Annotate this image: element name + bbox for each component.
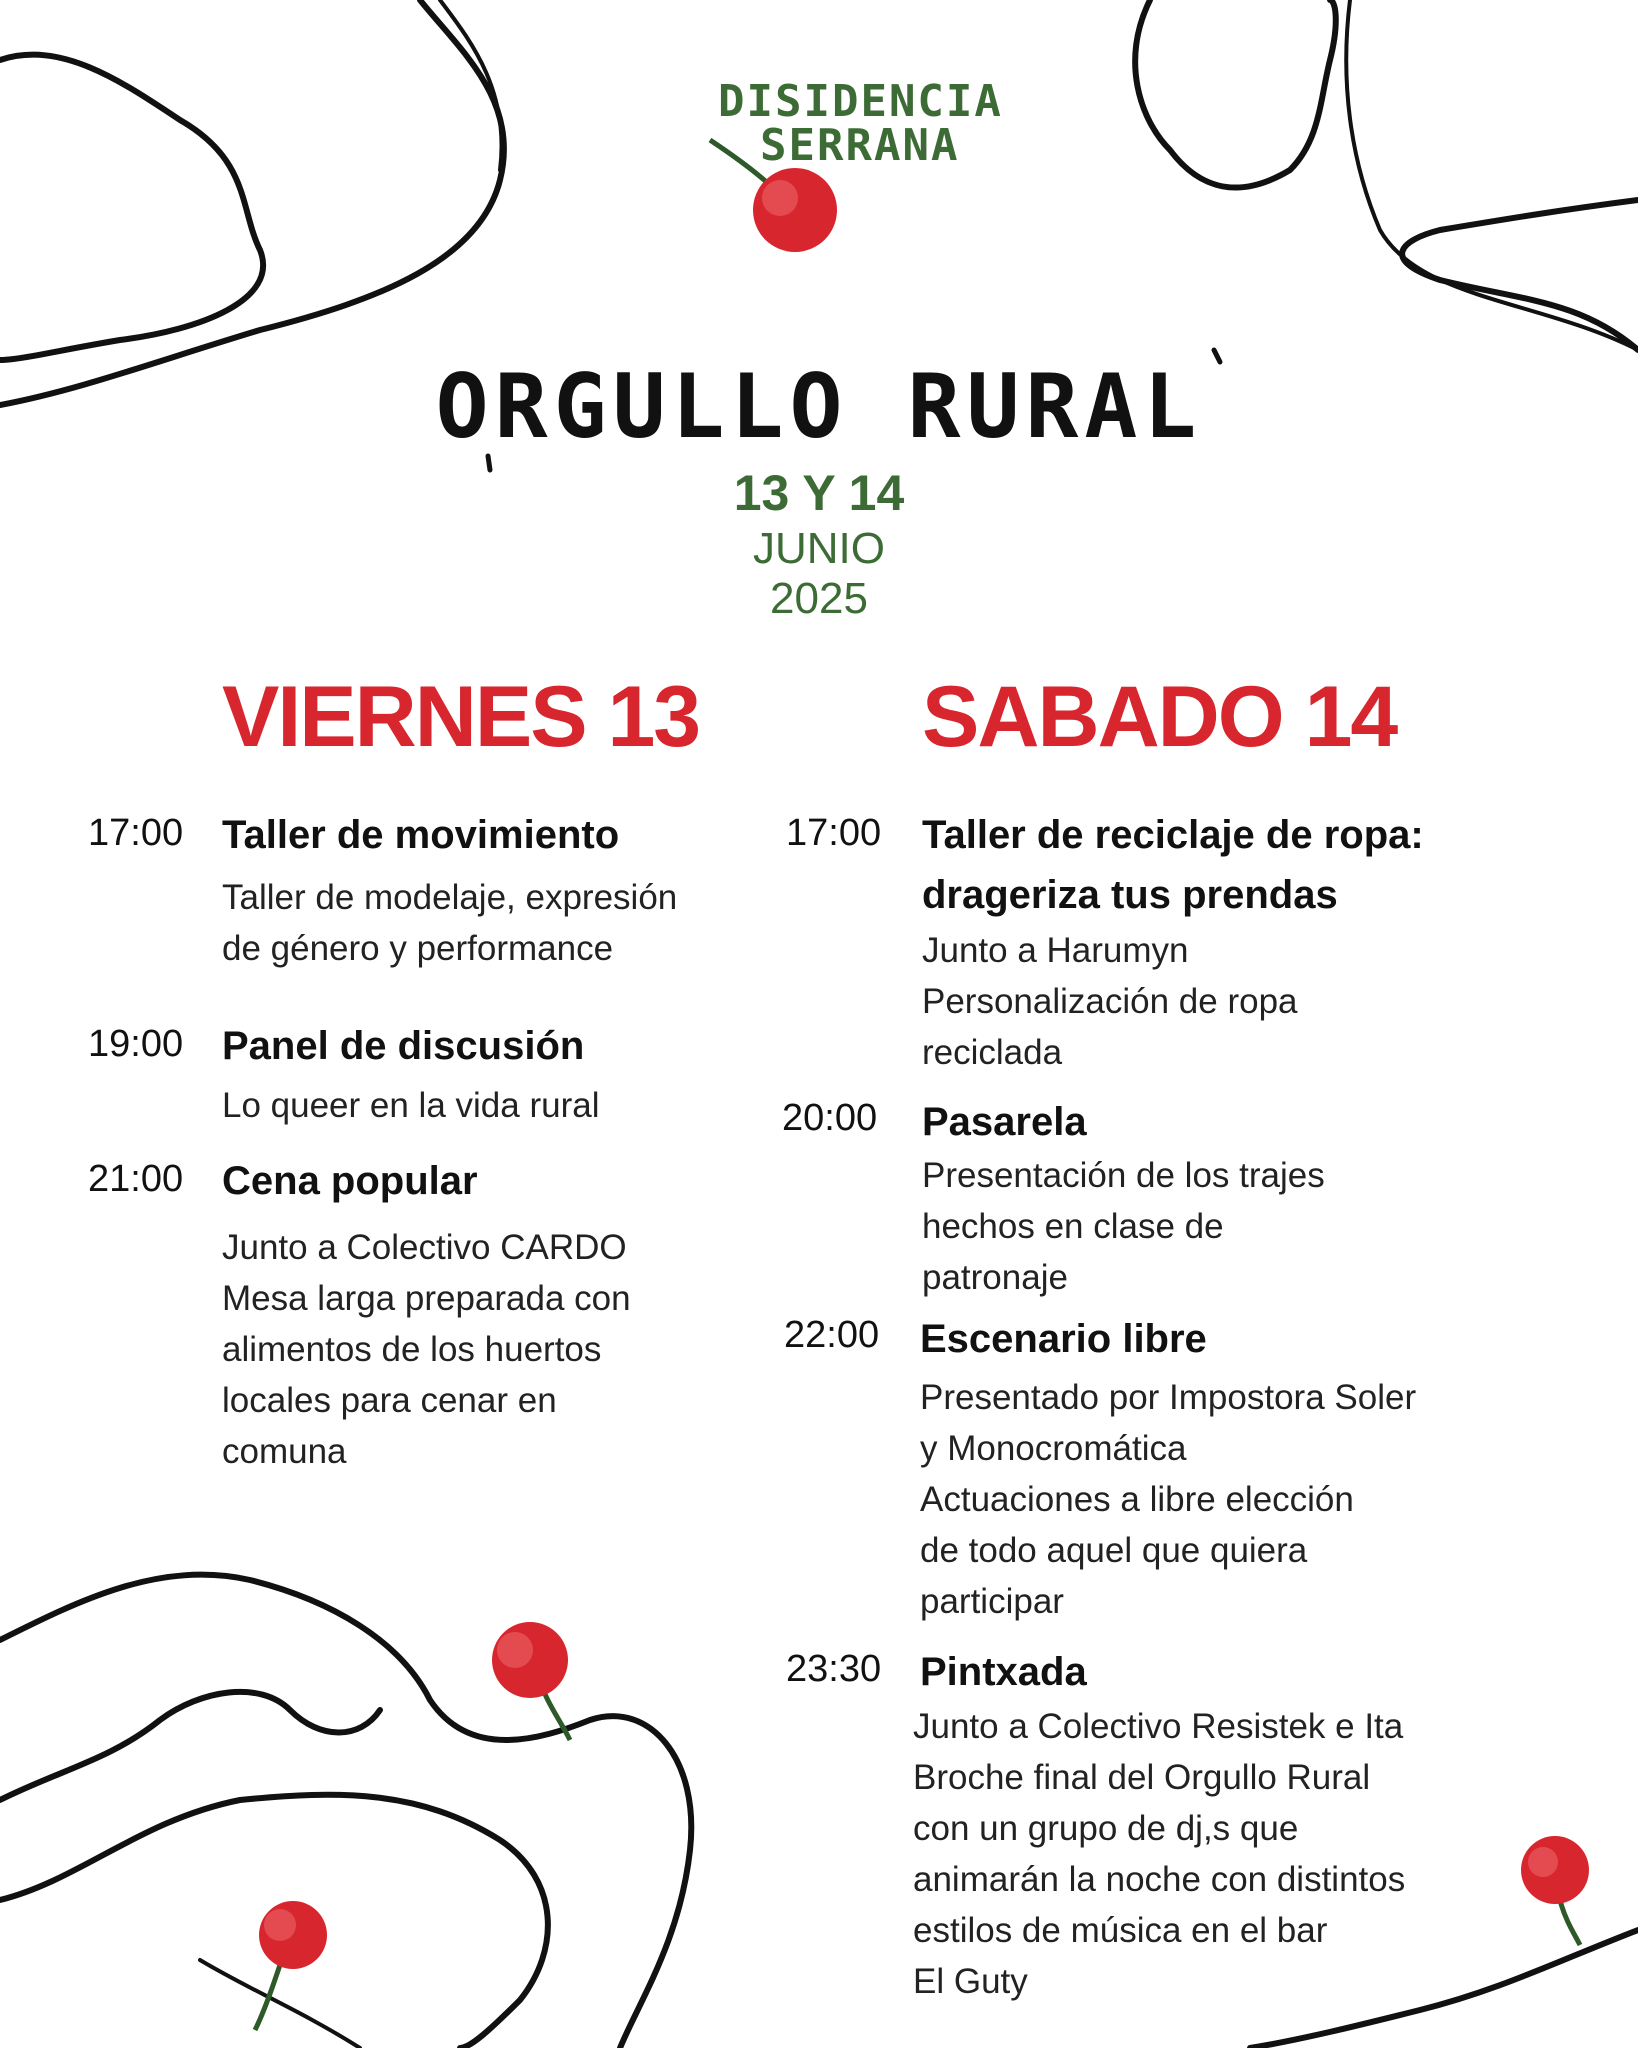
desc-line: y Monocromática [920,1429,1187,1468]
desc-line: con un grupo de dj,s que [913,1809,1299,1848]
saturday-event-2-desc [922,1150,1325,1303]
desc-line: hechos en clase de [922,1207,1224,1246]
brand-logo [700,70,1003,270]
carnation-flower-3 [1521,1836,1589,1945]
friday-event-3-title: Cena popular [222,1159,478,1203]
friday-event-1-title: Taller de movimiento [222,813,620,857]
saturday-event-2-title: Pasarela [922,1100,1087,1144]
desc-line: alimentos de los huertos [222,1330,602,1369]
friday-event-1-desc [222,872,677,974]
desc-line: Junto a Colectivo CARDO [222,1228,627,1267]
desc-line: animarán la noche con distintos [913,1860,1406,1899]
saturday-event-1-time: 17:00 [786,812,882,854]
saturday-event-3-title: Escenario libre [920,1317,1207,1361]
desc-line: El Guty [913,1962,1028,2001]
title-line: Taller de reciclaje de ropa: [922,813,1424,857]
carnation-flower-1 [492,1622,570,1740]
event-month: JUNIO [753,524,885,573]
desc-line: patronaje [922,1258,1068,1297]
friday-event-3-desc [222,1222,631,1477]
desc-line: Presentado por Impostora Soler [920,1378,1417,1417]
desc-line: Broche final del Orgullo Rural [913,1758,1371,1797]
desc-line: participar [920,1582,1064,1621]
friday-event-1-time: 17:00 [88,812,184,854]
saturday-event-1-title [922,805,1424,925]
friday-event-3-time: 21:00 [88,1158,184,1200]
desc-line: de todo aquel que quiera [920,1531,1308,1570]
event-days: 13 Y 14 [733,465,905,521]
desc-line: estilos de música en el bar [913,1911,1328,1950]
desc-line: Personalización de ropa [922,982,1298,1021]
friday-heading: VIERNES 13 [222,669,700,765]
desc-line: Junto a Harumyn [922,931,1189,970]
brand-line-2: SERRANA [760,120,960,171]
desc-line: locales para cenar en [222,1381,557,1420]
desc-line: Junto a Colectivo Resistek e Ita [913,1707,1404,1746]
saturday-event-3-desc [920,1372,1416,1627]
brand-line-1: DISIDENCIA [718,76,1003,127]
desc-line: Taller de modelaje, expresión [222,878,678,917]
friday-event-2-desc [222,1080,599,1131]
saturday-event-4-time: 23:30 [786,1648,882,1690]
desc-line: Presentación de los trajes [922,1156,1325,1195]
desc-line: comuna [222,1432,347,1471]
saturday-heading: SABADO 14 [922,669,1397,765]
desc-line: Mesa larga preparada con [222,1279,631,1318]
desc-line: reciclada [922,1033,1063,1072]
desc-line: Actuaciones a libre elección [920,1480,1354,1519]
desc-line: Lo queer en la vida rural [222,1086,600,1125]
friday-event-2-title: Panel de discusión [222,1024,585,1068]
title-line: drageriza tus prendas [922,873,1338,917]
saturday-event-4-title: Pintxada [920,1650,1087,1694]
saturday-event-2-time: 20:00 [782,1097,878,1139]
page-title: ORGULLO RURAL [435,355,1203,458]
event-year: 2025 [770,574,868,623]
friday-event-2-time: 19:00 [88,1023,184,1065]
saturday-event-3-time: 22:00 [784,1314,880,1356]
saturday-event-1-desc [922,925,1298,1078]
desc-line: de género y performance [222,929,614,968]
saturday-event-4-desc [913,1701,1405,2007]
